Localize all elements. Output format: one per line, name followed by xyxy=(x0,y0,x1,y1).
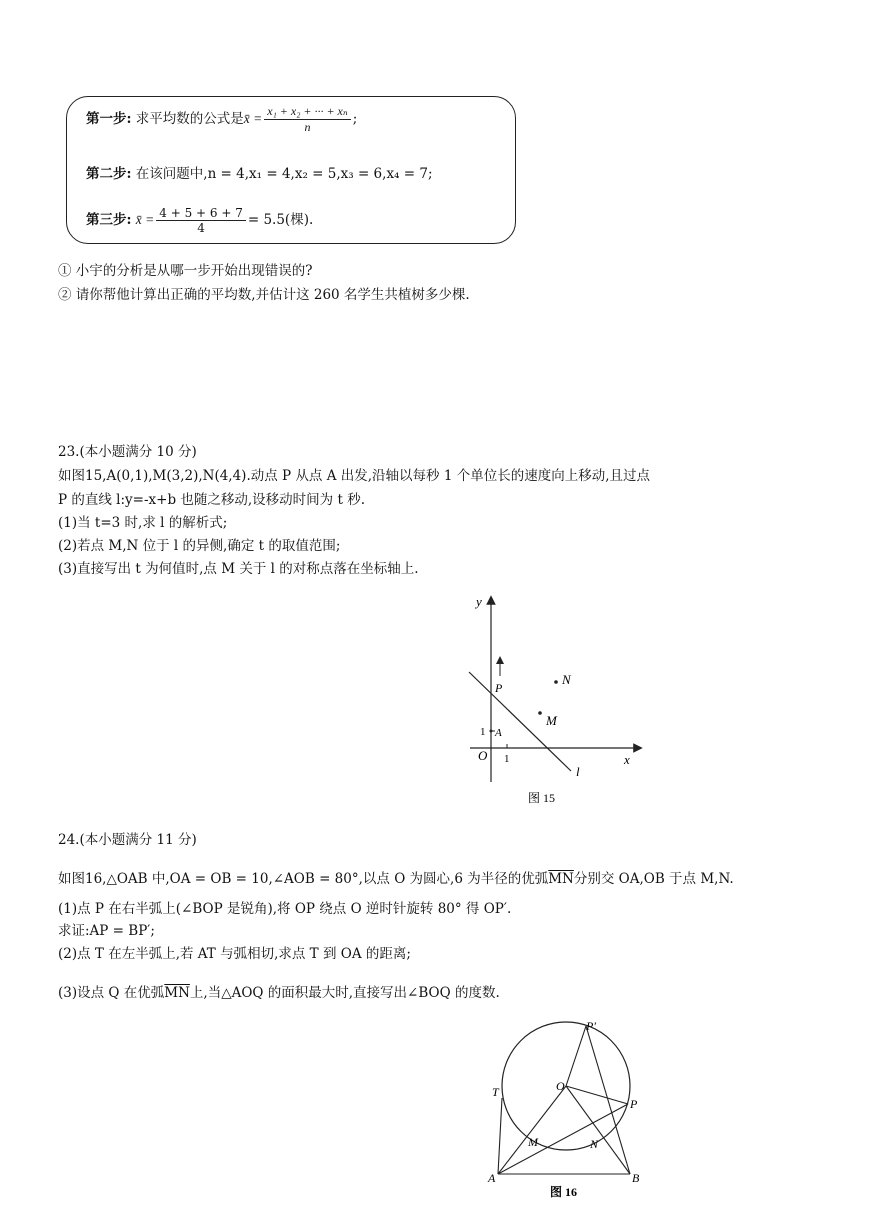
step-3 xyxy=(86,206,313,235)
segment-ap xyxy=(498,1104,628,1174)
label-l: l xyxy=(576,764,580,779)
label-x: x xyxy=(624,752,630,767)
step2-label: 第二步: xyxy=(86,166,132,182)
label-a: A xyxy=(495,727,502,739)
q24-part2: (2)点 T 在左半弧上,若 AT 与弧相切,求点 T 到 OA 的距离; xyxy=(58,946,411,962)
label-p: P xyxy=(495,681,503,695)
q23-part3: (3)直接写出 t 为何值时,点 M 关于 l 的对称点落在坐标轴上. xyxy=(58,561,419,577)
point-a xyxy=(490,730,493,733)
arc-mn-1: $\overline{MN}$ xyxy=(548,871,574,887)
step1-lhs: x̄ = xyxy=(243,111,263,126)
label-b: B xyxy=(632,1171,640,1185)
step1-numerator: x₁ + x₂ + ··· + xₙ xyxy=(264,104,350,120)
step3-end: = 5.5(棵). xyxy=(247,212,314,228)
step1-denominator: n xyxy=(304,120,311,134)
step-2 xyxy=(86,162,433,182)
label-a: A xyxy=(488,1171,496,1185)
step3-label: 第三步: xyxy=(86,212,132,228)
label-y: y xyxy=(476,594,482,609)
step1-fraction xyxy=(264,104,350,135)
q23-part2: (2)若点 M,N 位于 l 的异侧,确定 t 的取值范围; xyxy=(58,538,341,554)
figure-16 xyxy=(480,1016,650,1206)
label-p-prime: P′ xyxy=(586,1019,596,1033)
point-n xyxy=(554,680,558,684)
q23-title: 23.(本小题满分 10 分) xyxy=(58,444,197,460)
label-o: O xyxy=(478,748,488,763)
point-m xyxy=(538,711,542,715)
segment-bp-prime xyxy=(586,1026,630,1174)
step1-end: ; xyxy=(352,111,358,127)
segment-ob xyxy=(566,1086,630,1174)
step1-text: 求平均数的公式是 xyxy=(135,111,244,127)
label-1y: 1 xyxy=(480,726,486,738)
label-m: M xyxy=(546,713,557,728)
q23-part1: (1)当 t=3 时,求 l 的解析式; xyxy=(58,515,228,531)
q23-line2: P 的直线 l:y=-x+b 也随之移动,设移动时间为 t 秒. xyxy=(58,492,365,508)
step3-denominator: 4 xyxy=(197,221,205,235)
q24-proof: 求证:AP = BP′; xyxy=(58,923,155,939)
step3-numerator: 4 + 5 + 6 + 7 xyxy=(156,206,246,221)
figure-15 xyxy=(460,590,650,810)
label-t: T xyxy=(492,1085,499,1099)
step2-text: 在该问题中,n = 4,x₁ = 4,x₂ = 5,x₃ = 6,x₄ = 7; xyxy=(135,166,433,182)
segment-op-prime xyxy=(566,1026,586,1086)
q24-line1-b: 分别交 OA,OB 于点 M,N. xyxy=(573,871,734,887)
label-n: N xyxy=(562,672,571,687)
step1-label: 第一步: xyxy=(86,111,132,127)
q24-title: 24.(本小题满分 11 分) xyxy=(58,832,197,848)
step-1 xyxy=(86,104,357,135)
label-o: O xyxy=(556,1079,565,1093)
q22-sub1: ① 小宇的分析是从哪一步开始出现错误的? xyxy=(58,263,313,279)
step3-lhs: x̄ = xyxy=(135,212,155,227)
caption-16: 图 16 xyxy=(550,1185,578,1199)
label-p: P xyxy=(630,1097,638,1111)
q22-sub2: ② 请你帮他计算出正确的平均数,并估计这 260 名学生共植树多少棵. xyxy=(58,287,470,303)
segment-oa xyxy=(498,1086,566,1174)
arc-mn-2: $\overline{MN}$ xyxy=(164,985,190,1001)
segment-op xyxy=(566,1086,628,1104)
q24-part1: (1)点 P 在右半弧上(∠BOP 是锐角),将 OP 绕点 O 逆时针旋转 80° 得 OP′. xyxy=(58,901,512,917)
q23-line1: 如图15,A(0,1),M(3,2),N(4,4).动点 P 从点 A 出发,沿轴以每秒 1 个单位长的速度向上移动,且过点 xyxy=(58,468,650,484)
step3-fraction xyxy=(156,206,246,235)
q24-part3-a: (3)设点 Q 在优弧 xyxy=(58,985,165,1001)
label-n: N xyxy=(590,1137,599,1151)
caption-15: 图 15 xyxy=(528,791,556,805)
label-1x: 1 xyxy=(504,753,510,765)
tangent-at xyxy=(498,1098,502,1174)
q24-part3 xyxy=(58,984,500,1002)
q24-line1-a: 如图16,△OAB 中,OA = OB = 10,∠AOB = 80°,以点 O 为圆心,6 为半径的优弧 xyxy=(58,871,549,887)
label-m: M xyxy=(528,1135,538,1149)
q24-part3-b: 上,当△AOQ 的面积最大时,直接写出∠BOQ 的度数. xyxy=(189,985,500,1001)
q24-line1 xyxy=(58,870,734,888)
